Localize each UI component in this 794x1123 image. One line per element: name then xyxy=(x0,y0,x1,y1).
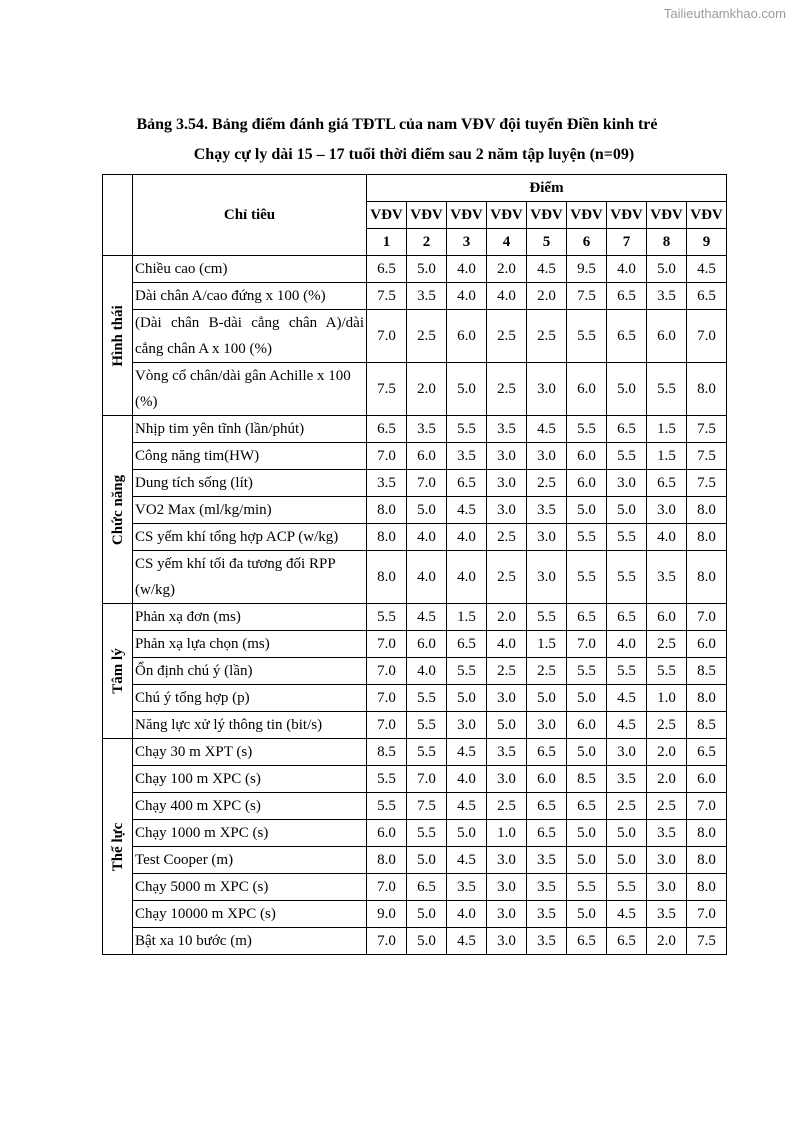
score-cell: 3.5 xyxy=(647,551,687,604)
score-cell: 5.5 xyxy=(407,739,447,766)
score-cell: 6.0 xyxy=(407,443,447,470)
table-row xyxy=(103,443,727,470)
score-cell: 7.0 xyxy=(407,470,447,497)
criterion-label: Bật xa 10 bước (m) xyxy=(133,928,367,955)
score-cell: 5.0 xyxy=(567,685,607,712)
score-cell: 6.5 xyxy=(367,256,407,283)
score-cell: 6.5 xyxy=(567,604,607,631)
score-cell: 4.0 xyxy=(447,551,487,604)
table-subtitle: Chạy cự ly dài 15 – 17 tuổi thời điểm sau 2 năm tập luyện (n=09) xyxy=(193,146,635,163)
score-cell: 3.5 xyxy=(647,901,687,928)
score-cell: 5.5 xyxy=(567,524,607,551)
score-cell: 7.0 xyxy=(367,310,407,363)
athlete-number: 6 xyxy=(567,229,607,256)
score-cell: 2.0 xyxy=(487,256,527,283)
criterion-label: Nhịp tim yên tĩnh (lần/phút) xyxy=(133,416,367,443)
score-cell: 3.0 xyxy=(487,874,527,901)
score-cell: 2.5 xyxy=(487,310,527,363)
score-cell: 5.5 xyxy=(407,685,447,712)
athlete-number: 5 xyxy=(527,229,567,256)
score-cell: 4.5 xyxy=(447,497,487,524)
score-cell: 4.5 xyxy=(607,901,647,928)
score-cell: 2.0 xyxy=(647,766,687,793)
criterion-label: CS yếm khí tối đa tương đối RPP (w/kg) xyxy=(133,551,367,604)
score-cell: 6.0 xyxy=(567,443,607,470)
score-cell: 7.0 xyxy=(567,631,607,658)
score-cell: 5.0 xyxy=(607,820,647,847)
score-cell: 5.0 xyxy=(607,363,647,416)
score-cell: 3.0 xyxy=(527,443,567,470)
score-cell: 5.5 xyxy=(367,766,407,793)
score-cell: 9.5 xyxy=(567,256,607,283)
score-cell: 5.0 xyxy=(407,928,447,955)
score-cell: 8.0 xyxy=(367,524,407,551)
score-cell: 8.0 xyxy=(687,820,727,847)
score-cell: 7.5 xyxy=(687,416,727,443)
criterion-label: Dài chân A/cao đứng x 100 (%) xyxy=(133,283,367,310)
score-cell: 5.5 xyxy=(367,604,407,631)
score-cell: 5.0 xyxy=(447,685,487,712)
score-cell: 6.5 xyxy=(407,874,447,901)
score-cell: 3.0 xyxy=(487,766,527,793)
score-cell: 6.5 xyxy=(607,928,647,955)
athlete-number: 1 xyxy=(367,229,407,256)
score-cell: 5.5 xyxy=(567,551,607,604)
score-cell: 5.0 xyxy=(567,901,607,928)
criterion-label: Phản xạ đơn (ms) xyxy=(133,604,367,631)
score-cell: 3.5 xyxy=(527,847,567,874)
score-cell: 7.5 xyxy=(687,470,727,497)
score-cell: 5.5 xyxy=(607,551,647,604)
score-cell: 6.0 xyxy=(687,631,727,658)
criterion-label: Chạy 1000 m XPC (s) xyxy=(133,820,367,847)
score-cell: 6.5 xyxy=(527,793,567,820)
score-cell: 8.5 xyxy=(367,739,407,766)
score-cell: 6.5 xyxy=(607,310,647,363)
score-cell: 6.5 xyxy=(567,793,607,820)
score-cell: 2.0 xyxy=(647,928,687,955)
score-cell: 5.0 xyxy=(407,256,447,283)
score-cell: 7.0 xyxy=(687,793,727,820)
score-cell: 6.0 xyxy=(447,310,487,363)
score-cell: 5.5 xyxy=(367,793,407,820)
score-cell: 4.5 xyxy=(447,847,487,874)
score-cell: 3.0 xyxy=(607,470,647,497)
group-label: Thể lực xyxy=(109,822,126,871)
score-cell: 3.0 xyxy=(607,739,647,766)
score-cell: 4.5 xyxy=(607,712,647,739)
score-cell: 5.0 xyxy=(407,901,447,928)
athlete-header-prefix: VĐV xyxy=(527,202,567,229)
score-cell: 5.0 xyxy=(487,712,527,739)
criterion-label: Chạy 400 m XPC (s) xyxy=(133,793,367,820)
score-cell: 3.5 xyxy=(487,739,527,766)
table-row xyxy=(103,256,727,283)
score-cell: 5.0 xyxy=(647,256,687,283)
score-cell: 2.5 xyxy=(487,793,527,820)
table-row xyxy=(103,739,727,766)
athlete-header-prefix: VĐV xyxy=(567,202,607,229)
score-cell: 5.0 xyxy=(527,685,567,712)
score-cell: 7.0 xyxy=(367,874,407,901)
score-cell: 6.5 xyxy=(527,739,567,766)
score-cell: 8.5 xyxy=(567,766,607,793)
score-cell: 8.0 xyxy=(367,551,407,604)
athlete-header-prefix: VĐV xyxy=(687,202,727,229)
score-cell: 6.0 xyxy=(647,310,687,363)
score-cell: 7.5 xyxy=(567,283,607,310)
score-cell: 7.5 xyxy=(407,793,447,820)
score-cell: 9.0 xyxy=(367,901,407,928)
score-cell: 4.5 xyxy=(687,256,727,283)
table-row xyxy=(103,874,727,901)
score-cell: 3.0 xyxy=(487,685,527,712)
score-cell: 5.5 xyxy=(647,363,687,416)
group-label-cell xyxy=(103,739,133,955)
score-cell: 2.0 xyxy=(527,283,567,310)
score-cell: 4.5 xyxy=(447,739,487,766)
athlete-number: 9 xyxy=(687,229,727,256)
score-cell: 4.0 xyxy=(647,524,687,551)
athlete-number: 8 xyxy=(647,229,687,256)
score-cell: 7.5 xyxy=(367,363,407,416)
score-cell: 5.5 xyxy=(647,658,687,685)
score-cell: 3.5 xyxy=(407,283,447,310)
athlete-number: 3 xyxy=(447,229,487,256)
score-cell: 1.5 xyxy=(647,443,687,470)
score-cell: 2.5 xyxy=(487,524,527,551)
score-cell: 5.5 xyxy=(607,874,647,901)
score-cell: 2.0 xyxy=(487,604,527,631)
group-label: Tâm lý xyxy=(109,648,126,694)
criterion-label: Phản xạ lựa chọn (ms) xyxy=(133,631,367,658)
criteria-header: Chỉ tiêu xyxy=(133,175,367,256)
score-cell: 5.5 xyxy=(607,443,647,470)
score-cell: 3.0 xyxy=(527,524,567,551)
score-cell: 5.5 xyxy=(567,310,607,363)
score-cell: 5.0 xyxy=(567,820,607,847)
score-cell: 6.0 xyxy=(567,712,607,739)
score-cell: 3.5 xyxy=(447,874,487,901)
score-cell: 8.0 xyxy=(687,847,727,874)
table-row xyxy=(103,470,727,497)
score-cell: 3.5 xyxy=(527,928,567,955)
score-cell: 4.5 xyxy=(447,793,487,820)
score-cell: 2.0 xyxy=(407,363,447,416)
score-cell: 7.0 xyxy=(367,631,407,658)
score-cell: 8.5 xyxy=(687,712,727,739)
score-cell: 3.5 xyxy=(647,820,687,847)
table-row xyxy=(103,497,727,524)
score-cell: 1.5 xyxy=(647,416,687,443)
score-cell: 7.0 xyxy=(367,685,407,712)
score-cell: 4.0 xyxy=(407,658,447,685)
athlete-header-prefix: VĐV xyxy=(487,202,527,229)
score-cell: 6.5 xyxy=(647,470,687,497)
score-cell: 8.5 xyxy=(687,658,727,685)
score-cell: 3.0 xyxy=(487,928,527,955)
score-cell: 3.5 xyxy=(447,443,487,470)
score-cell: 2.5 xyxy=(487,363,527,416)
score-cell: 3.5 xyxy=(607,766,647,793)
score-cell: 3.5 xyxy=(367,470,407,497)
table-row xyxy=(103,793,727,820)
score-cell: 5.5 xyxy=(407,820,447,847)
score-cell: 5.5 xyxy=(447,416,487,443)
score-cell: 4.0 xyxy=(487,631,527,658)
group-label: Hình thái xyxy=(109,304,126,367)
score-cell: 8.0 xyxy=(687,685,727,712)
athlete-header-prefix: VĐV xyxy=(407,202,447,229)
criterion-label: Ổn định chú ý (lần) xyxy=(133,658,367,685)
group-label-cell xyxy=(103,604,133,739)
table-row xyxy=(103,631,727,658)
score-cell: 3.0 xyxy=(447,712,487,739)
table-row xyxy=(103,901,727,928)
group-label: Chức năng xyxy=(109,474,126,545)
score-cell: 6.0 xyxy=(527,766,567,793)
table-row xyxy=(103,928,727,955)
score-cell: 7.5 xyxy=(687,928,727,955)
score-cell: 4.0 xyxy=(447,901,487,928)
score-cell: 6.5 xyxy=(687,283,727,310)
score-cell: 3.5 xyxy=(647,283,687,310)
criterion-label: (Dài chân B-dài cẳng chân A)/dài cẳng chân A x 100 (%) xyxy=(133,310,367,363)
criterion-label: Test Cooper (m) xyxy=(133,847,367,874)
athlete-header-prefix: VĐV xyxy=(447,202,487,229)
criterion-label: Năng lực xử lý thông tin (bit/s) xyxy=(133,712,367,739)
score-cell: 5.0 xyxy=(567,739,607,766)
score-cell: 7.5 xyxy=(687,443,727,470)
score-cell: 3.0 xyxy=(527,363,567,416)
score-cell: 7.0 xyxy=(367,658,407,685)
score-cell: 5.5 xyxy=(567,874,607,901)
score-cell: 5.5 xyxy=(607,524,647,551)
score-cell: 8.0 xyxy=(687,363,727,416)
score-cell: 3.5 xyxy=(527,901,567,928)
athlete-header-prefix: VĐV xyxy=(647,202,687,229)
score-cell: 8.0 xyxy=(367,497,407,524)
score-cell: 6.5 xyxy=(607,283,647,310)
score-cell: 7.0 xyxy=(367,928,407,955)
score-cell: 6.5 xyxy=(447,470,487,497)
table-row xyxy=(103,766,727,793)
athlete-header-prefix: VĐV xyxy=(607,202,647,229)
header-corner xyxy=(103,175,133,256)
score-cell: 4.5 xyxy=(527,256,567,283)
table-title: Bảng 3.54. Bảng điểm đánh giá TĐTL của nam VĐV đội tuyển Điền kinh trẻ xyxy=(136,116,658,133)
score-cell: 2.5 xyxy=(647,712,687,739)
score-cell: 3.0 xyxy=(527,551,567,604)
score-cell: 5.0 xyxy=(447,363,487,416)
score-cell: 2.5 xyxy=(407,310,447,363)
criterion-label: Chạy 30 m XPT (s) xyxy=(133,739,367,766)
score-cell: 2.5 xyxy=(527,310,567,363)
score-cell: 3.0 xyxy=(647,847,687,874)
score-cell: 7.0 xyxy=(687,901,727,928)
score-cell: 6.0 xyxy=(687,766,727,793)
score-cell: 3.0 xyxy=(487,470,527,497)
group-label-cell xyxy=(103,256,133,416)
score-cell: 3.5 xyxy=(407,416,447,443)
score-cell: 2.5 xyxy=(487,658,527,685)
criterion-label: Công năng tim(HW) xyxy=(133,443,367,470)
score-cell: 1.5 xyxy=(527,631,567,658)
score-cell: 4.0 xyxy=(607,631,647,658)
score-cell: 5.5 xyxy=(407,712,447,739)
score-cell: 6.5 xyxy=(527,820,567,847)
criterion-label: VO2 Max (ml/kg/min) xyxy=(133,497,367,524)
score-cell: 7.0 xyxy=(367,712,407,739)
score-cell: 2.5 xyxy=(647,793,687,820)
table-row xyxy=(103,658,727,685)
score-cell: 5.0 xyxy=(407,497,447,524)
score-cell: 1.0 xyxy=(647,685,687,712)
score-cell: 3.5 xyxy=(527,497,567,524)
score-cell: 5.0 xyxy=(567,497,607,524)
score-cell: 6.5 xyxy=(607,604,647,631)
score-table xyxy=(102,174,727,955)
points-header: Điểm xyxy=(367,175,727,202)
score-cell: 6.5 xyxy=(447,631,487,658)
score-cell: 3.0 xyxy=(647,497,687,524)
score-cell: 5.5 xyxy=(567,658,607,685)
score-cell: 7.5 xyxy=(367,283,407,310)
athlete-header-prefix: VĐV xyxy=(367,202,407,229)
score-cell: 7.0 xyxy=(407,766,447,793)
score-cell: 8.0 xyxy=(687,497,727,524)
criterion-label: Chiều cao (cm) xyxy=(133,256,367,283)
score-cell: 6.0 xyxy=(567,363,607,416)
score-cell: 4.0 xyxy=(607,256,647,283)
score-cell: 2.5 xyxy=(527,470,567,497)
score-cell: 7.0 xyxy=(367,443,407,470)
score-cell: 6.5 xyxy=(687,739,727,766)
score-cell: 2.0 xyxy=(647,739,687,766)
table-row xyxy=(103,847,727,874)
score-cell: 8.0 xyxy=(687,524,727,551)
athlete-number: 4 xyxy=(487,229,527,256)
table-row xyxy=(103,712,727,739)
table-row xyxy=(103,551,727,604)
score-cell: 3.0 xyxy=(487,901,527,928)
criterion-label: Chạy 10000 m XPC (s) xyxy=(133,901,367,928)
score-cell: 7.0 xyxy=(687,604,727,631)
score-cell: 1.0 xyxy=(487,820,527,847)
score-cell: 4.0 xyxy=(487,283,527,310)
score-cell: 5.0 xyxy=(567,847,607,874)
criterion-label: Vòng cổ chân/dài gân Achille x 100 (%) xyxy=(133,363,367,416)
score-cell: 3.5 xyxy=(527,874,567,901)
score-cell: 3.0 xyxy=(647,874,687,901)
score-cell: 3.0 xyxy=(487,497,527,524)
score-cell: 3.0 xyxy=(487,443,527,470)
score-cell: 2.5 xyxy=(527,658,567,685)
score-cell: 6.0 xyxy=(567,470,607,497)
watermark: Tailieuthamkhao.com xyxy=(663,6,786,21)
score-cell: 7.0 xyxy=(687,310,727,363)
criterion-label: Chạy 100 m XPC (s) xyxy=(133,766,367,793)
score-cell: 4.0 xyxy=(447,524,487,551)
score-cell: 4.5 xyxy=(447,928,487,955)
score-cell: 5.5 xyxy=(447,658,487,685)
score-cell: 5.5 xyxy=(607,658,647,685)
table-row xyxy=(103,363,727,416)
score-cell: 6.5 xyxy=(367,416,407,443)
score-cell: 5.5 xyxy=(527,604,567,631)
score-cell: 4.5 xyxy=(407,604,447,631)
criterion-label: Dung tích sống (lít) xyxy=(133,470,367,497)
athlete-number: 7 xyxy=(607,229,647,256)
score-cell: 2.5 xyxy=(647,631,687,658)
score-cell: 4.5 xyxy=(607,685,647,712)
criterion-label: Chạy 5000 m XPC (s) xyxy=(133,874,367,901)
score-cell: 3.0 xyxy=(487,847,527,874)
score-cell: 4.0 xyxy=(447,256,487,283)
criterion-label: Chú ý tổng hợp (p) xyxy=(133,685,367,712)
score-cell: 3.0 xyxy=(527,712,567,739)
table-row xyxy=(103,685,727,712)
score-cell: 5.0 xyxy=(407,847,447,874)
score-cell: 6.5 xyxy=(567,928,607,955)
score-cell: 4.0 xyxy=(407,524,447,551)
table-row xyxy=(103,820,727,847)
athlete-number: 2 xyxy=(407,229,447,256)
score-cell: 5.5 xyxy=(567,416,607,443)
score-cell: 6.0 xyxy=(367,820,407,847)
table-row xyxy=(103,524,727,551)
table-row xyxy=(103,416,727,443)
score-cell: 4.0 xyxy=(447,283,487,310)
score-cell: 3.5 xyxy=(487,416,527,443)
score-cell: 6.0 xyxy=(647,604,687,631)
score-cell: 4.5 xyxy=(527,416,567,443)
score-cell: 2.5 xyxy=(607,793,647,820)
score-cell: 4.0 xyxy=(447,766,487,793)
score-cell: 8.0 xyxy=(367,847,407,874)
table-row xyxy=(103,604,727,631)
criterion-label: CS yếm khí tổng hợp ACP (w/kg) xyxy=(133,524,367,551)
score-cell: 4.0 xyxy=(407,551,447,604)
score-cell: 1.5 xyxy=(447,604,487,631)
score-cell: 8.0 xyxy=(687,551,727,604)
score-cell: 6.5 xyxy=(607,416,647,443)
score-cell: 5.0 xyxy=(607,847,647,874)
score-cell: 6.0 xyxy=(407,631,447,658)
table-row xyxy=(103,310,727,363)
table-row xyxy=(103,283,727,310)
score-cell: 5.0 xyxy=(447,820,487,847)
group-label-cell xyxy=(103,416,133,604)
score-cell: 5.0 xyxy=(607,497,647,524)
score-cell: 8.0 xyxy=(687,874,727,901)
score-cell: 2.5 xyxy=(487,551,527,604)
